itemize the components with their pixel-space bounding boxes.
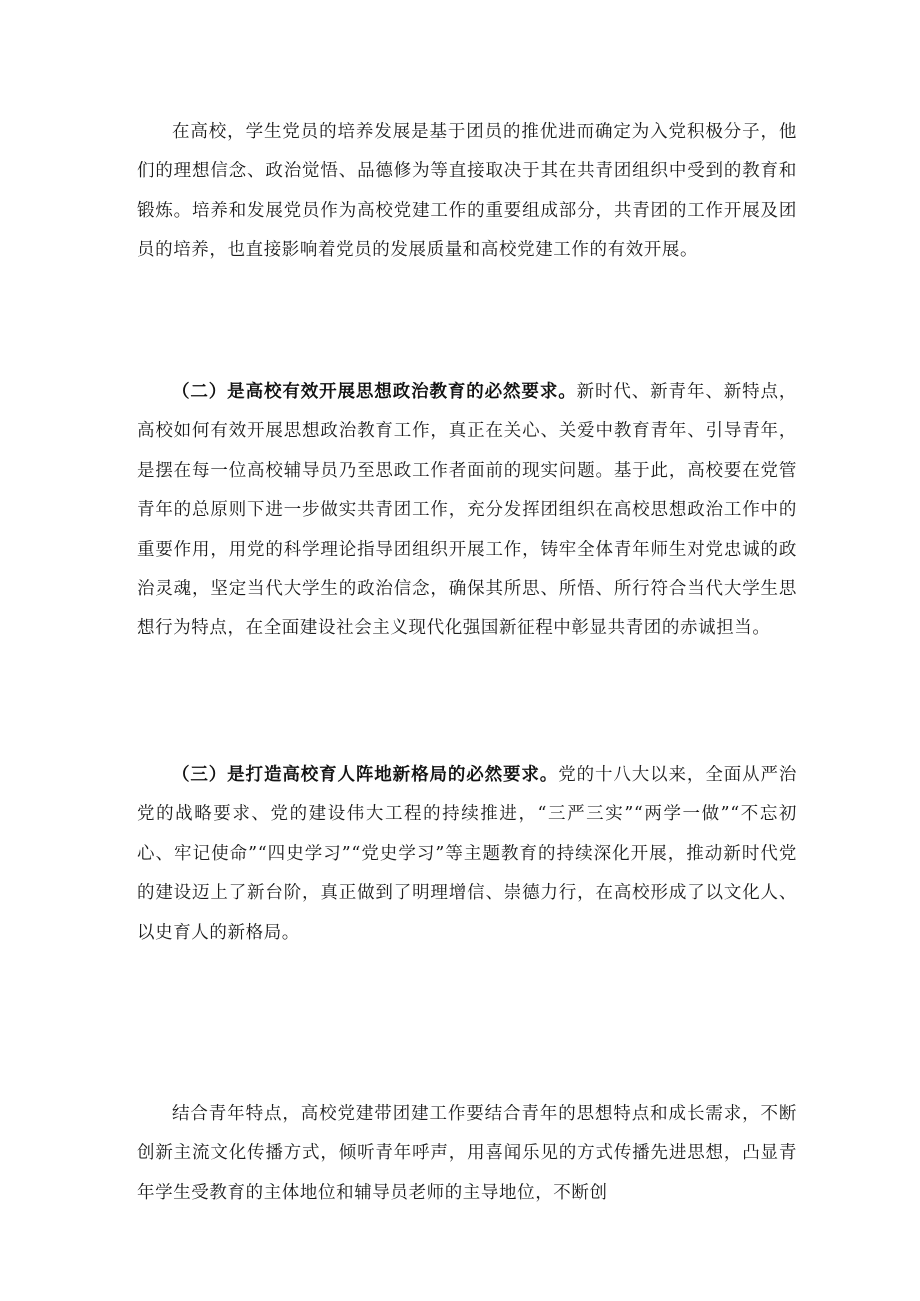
paragraph-heading: （三）是打造高校育人阵地新格局的必然要求。 xyxy=(172,765,559,785)
paragraph-new-pattern xyxy=(137,756,797,953)
paragraph-text: 党的十八大以来，全面从严治党的战略要求、党的建设伟大工程的持续推进，“三严三实”“两学一做”“不忘初心、牢记使命”“四史学习”“党史学习”等主题教育的持续深化开展，推动新时代党的建设迈上了新台阶，真正做到了明理增信、崇德力行，在高校形成了以文化人、以史育人的新格局。 xyxy=(137,765,797,943)
paragraph-text: 在高校，学生党员的培养发展是基于团员的推优进而确定为入党积极分子，他们的理想信念、政治觉悟、品德修为等直接取决于其在共青团组织中受到的教育和锻炼。培养和发展党员作为高校党建工作的重要组成部分，共青团的工作开展及团员的培养，也直接影响着党员的发展质量和高校党建工作的有效开展。 xyxy=(137,122,797,261)
paragraph-party-member-training xyxy=(137,113,797,271)
paragraph-youth-features xyxy=(137,1095,797,1213)
paragraph-text: 结合青年特点，高校党建带团建工作要结合青年的思想特点和成长需求，不断创新主流文化传播方式，倾听青年呼声，用喜闻乐见的方式传播先进思想，凸显青年学生受教育的主体地位和辅导员老师的主导地位，不断创 xyxy=(137,1104,797,1203)
paragraph-text: 新时代、新青年、新特点，高校如何有效开展思想政治教育工作，真正在关心、关爱中教育青年、引导青年，是摆在每一位高校辅导员乃至思政工作者面前的现实问题。基于此，高校要在党管青年的总原则下进一步做实共青团工作，充分发挥团组织在高校思想政治工作中的重要作用，用党的科学理论指导团组织开展工作，铸牢全体青年师生对党忠诚的政治灵魂，坚定当代大学生的政治信念，确保其所思、所悟、所行符合当代大学生思想行为特点，在全面建设社会主义现代化强国新征程中彰显共青团的赤诚担当。 xyxy=(137,382,797,639)
paragraph-heading: （二）是高校有效开展思想政治教育的必然要求。 xyxy=(172,382,577,402)
paragraph-ideological-education xyxy=(137,373,797,649)
